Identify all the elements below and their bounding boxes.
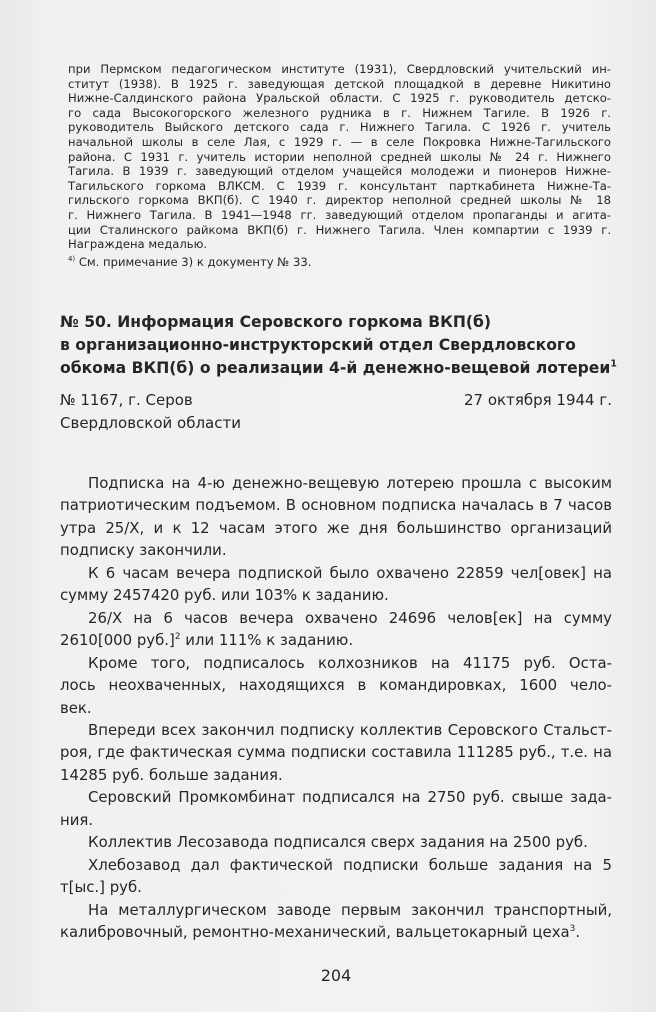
note-line: Награждена медалью. [68,237,208,252]
body-line: патриотическим подъемом. В основном подписка началась в 7 часов [60,496,612,515]
document-body [60,472,612,944]
line-text: калибровочный, ремонтно-механический, вальцетокарный цеха [60,923,570,942]
line-text: . [575,923,581,942]
note-line: Нижне-Салдинского района Уральской области. С 1925 г. руководитель детско- [68,91,611,106]
note-line: гильского горкома ВКП(б). С 1940 г. директор неполной средней школы № 18 [68,193,611,208]
document-region: Свердловской области [60,414,241,432]
note-line: Тагила. В 1939 г. заведующий отделом учащейся молодежи и пионеров Нижне- [68,164,611,179]
title-line [60,357,617,380]
body-line: ния. [60,810,94,829]
body-line: 26/X на 6 часов вечера охвачено 24696 челов[ек] на сумму [88,608,612,627]
footnote-ref: 1 [610,358,617,370]
document-date: 27 октября 1944 г. [463,391,612,409]
paragraph [60,607,612,652]
paragraph [60,652,612,719]
paragraph [60,854,612,899]
footnote-mark: 4) [68,255,76,264]
body-line: подписку закончили. [60,541,227,560]
paragraph [60,899,612,944]
line-text: или 111% к заданию. [180,631,354,650]
footnote-ref: 3 [569,923,576,934]
title-line: в организационно-инструкторский отдел Свердловского [60,336,576,354]
body-line: утра 25/X, и к 12 часам этого же дня большинство организаций [60,518,612,537]
footnote [68,255,611,270]
title-line: № 50. Информация Серовского горкома ВКП(б) [60,313,492,331]
paragraph [60,831,612,853]
body-line: сумму 2457420 руб. или 103% к заданию. [60,586,389,605]
paragraph [60,786,612,831]
body-line: роя, где фактическая сумма подписки составила 111285 руб., т.е. на [60,743,612,762]
note-line: г. Нижнего Тагила. В 1941—1948 гг. заведующий отделом пропаганды и агита- [68,207,611,222]
note-line: ции Сталинского райкома ВКП(б) г. Нижнего Тагила. Член компартии с 1939 г. [68,222,611,237]
note-line: при Пермском педагогическом институте (1931), Свердловский учительский ин- [68,62,611,76]
body-line: Серовский Промкомбинат подписался на 2750 руб. свыше зада- [88,788,612,807]
note-line: руководитель Выйского детского сада г. Нижнего Тагила. С 1926 г. учитель [68,120,611,135]
body-line: Впереди всех закончил подписку коллектив Серовского Стальст- [88,720,612,739]
paragraph [60,562,612,607]
body-line: 14285 руб. больше задания. [60,765,283,784]
body-line: Кроме того, подписалось колхозников на 41175 руб. Оста- [88,653,612,672]
body-line: К 6 часам вечера подпиской было охвачено 22859 чел[овек] на [88,563,612,582]
body-line: Хлебозавод дал фактической подписки больше задания на 5 [88,855,612,874]
line-text: 2610[000 руб.] [60,631,175,650]
document-number-place: № 1167, г. Серов [60,391,193,409]
body-line: Подписка на 4-ю денежно-вещевую лотерею прошла с высоким [88,474,612,492]
body-line: век. [60,698,92,717]
footnote-text: См. примечание 3) к документу № 33. [75,255,312,269]
body-line: Коллектив Лесозавода подписался сверх задания на 2500 руб. [88,833,588,852]
biographical-notes [68,62,611,252]
footnote-ref: 2 [174,631,181,642]
note-line: Тагильского горкома ВЛКСМ. С 1939 г. консультант парткабинета Нижне-Та- [68,178,611,193]
title-text: обкома ВКП(б) о реализации 4-й денежно-вещевой лотереи [60,359,611,377]
document-title [60,311,617,380]
note-line: района. С 1931 г. учитель истории неполной средней школы № 24 г. Нижнего [68,149,611,164]
body-line: На металлургическом заводе первым закончил транспортный, [88,900,612,919]
paragraph [60,719,612,786]
body-line [60,921,612,943]
note-line: го сада Высокогорского железного рудника в г. Нижнем Тагиле. В 1926 г. [68,105,611,120]
note-line: ститут (1938). В 1925 г. заведующая детской площадкой в деревне Никитино [68,76,611,91]
page-number: 204 [320,966,352,985]
note-line: начальной школы в селе Лая, с 1929 г. — в селе Покровка Нижне-Тагильского [68,134,611,149]
body-line: т[ыс.] руб. [60,878,142,897]
body-line [60,629,612,651]
document-meta [60,389,612,435]
body-line: лось неохваченных, находящихся в командировках, 1600 чело- [60,676,612,695]
paragraph [60,472,612,562]
